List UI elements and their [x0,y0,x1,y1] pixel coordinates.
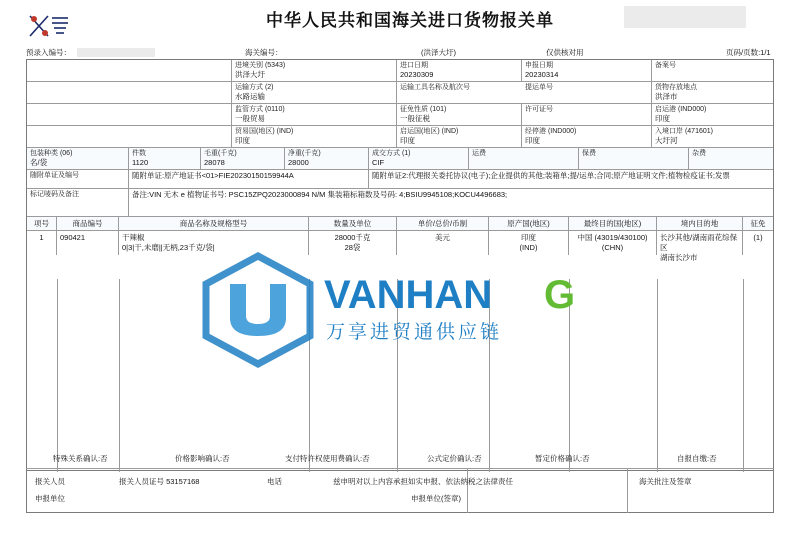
col-item-no: 项号 [27,217,57,230]
confirm-formula-price: 公式定价确认:否 [427,454,482,463]
customs-sign-label: 海关批注及签章 [639,477,692,486]
item-name-line1: 干辣椒 [122,233,145,242]
row-supervise-info [27,104,773,126]
cell-gross-weight [201,148,285,169]
confirm-price-influence: 价格影响确认:否 [175,454,230,463]
insurance-label: 保费 [582,150,596,157]
supervise-label: 监管方式 [235,106,263,113]
cell-license-no [522,104,652,125]
trade-country-code: (IND) [276,128,294,135]
pack-type-code: (06) [59,150,73,157]
cell-trade-terms [369,148,469,169]
item-dest-country [569,231,657,255]
import-type-value: 洪泽大圩 [235,70,265,79]
start-port-label: 启运港 [655,106,676,113]
trade-country-label: 贸易国(地区) [235,128,275,135]
license-label: 许可证号 [525,106,553,113]
row-transport-info [27,82,773,104]
record-no-label: 备案号 [655,62,676,69]
cell-declare-date [522,60,652,81]
gross-weight-value: 28078 [204,158,225,167]
page-title: 中华人民共和国海关进口货物报关单 [266,11,554,30]
item-quantity-line2: 28袋 [344,243,361,252]
item-dest-country-name: 中国 (43019/430100) [577,233,648,242]
item-row [27,231,773,262]
phone-label: 电话 [267,477,282,486]
cell-misc-fee [689,148,773,169]
trade-terms-label: 成交方式 [372,150,400,157]
entry-port-value: 大圩河 [655,136,678,145]
gross-weight-label: 毛重(千克) [204,150,237,157]
cell-start-port [652,104,773,125]
storage-value: 洪泽市 [655,92,678,101]
col-price: 单价/总价/币制 [397,217,489,230]
pieces-label: 件数 [132,150,146,157]
page-number: 页码/页数:1/1 [726,48,771,57]
col-origin-country: 原产国(地区) [489,217,569,230]
transport-mode-value: 水路运输 [235,92,265,101]
pieces-value: 1120 [132,158,149,167]
watermark-brand-en: VANHAN [324,273,493,317]
item-dest-country-code: (CHN) [601,243,624,252]
exempt-nature-value: 一般征税 [400,114,430,123]
watermark-brand-cn: 万享进贸通供应链 [326,322,503,343]
col-item-name: 商品名称及规格型号 [119,217,309,230]
item-origin-country-name: 印度 [521,233,536,242]
item-currency: 美元 [435,233,450,242]
entry-port-label: 入境口岸 [655,128,683,135]
customs-no-label: 海关编号： [245,48,283,57]
trade-terms-code: (1) [401,150,411,157]
trade-country-value: 印度 [235,136,250,145]
cell-transport-mode [232,82,397,103]
document-header [0,0,800,46]
col-dest-country: 最终目的国(地区) [569,217,657,230]
cell-freight [469,148,579,169]
item-domestic-dest [657,231,743,262]
cell-attachment-line2 [369,170,773,188]
cell-blank-left-3 [27,104,232,125]
statement-line1: 兹申明对以上内容承担如实申报、依法纳税之法律责任 [333,477,513,486]
item-table-body-empty [27,279,773,472]
declare-date-label: 申报日期 [525,62,553,69]
cell-marks-label [27,189,129,216]
row-import-info [27,60,773,82]
declarer-cert-label [119,476,199,487]
entry-port-code: (471601) [684,128,713,135]
confirm-royalty: 支付特许权使用费确认:否 [285,454,370,463]
origin-country-code: (IND) [441,128,459,135]
pack-type-label: 包装种类 [30,150,58,157]
confirm-self-declare: 自报自缴:否 [677,454,717,463]
vessel-label: 运输工具名称及航次号 [400,84,470,91]
cell-insurance [579,148,689,169]
item-price [397,231,489,255]
declaration-table [26,59,774,471]
col-hs-code: 商品编号 [57,217,119,230]
cell-record-no [652,60,773,81]
cell-attachment-label [27,170,129,188]
declare-date-value: 20230314 [525,70,559,79]
row-attachments [27,170,773,189]
bill-no-label: 提运单号 [525,84,553,91]
row-package-info [27,148,773,170]
trade-terms-value: CIF [372,158,385,167]
freight-label: 运费 [472,150,486,157]
declarer-cert-value: 53157168 [166,477,200,486]
cell-import-customs [232,60,397,81]
confirm-row [26,447,774,469]
storage-label: 货物存放地点 [655,84,697,91]
declarer-cert-label-text: 报关人员证号 [119,477,164,486]
item-domestic-dest-city: 湖南长沙市 [660,253,698,262]
load-port-value: 印度 [525,136,540,145]
cell-net-weight [285,148,369,169]
footer-block [26,469,774,513]
col-exempt: 征免 [750,219,766,228]
item-table-header [27,217,773,231]
cell-supervise-mode [232,104,397,125]
exempt-nature-label: 征免性质 [400,106,428,113]
marks-label: 标记唛码及备注 [30,191,79,198]
item-hs-code: 090421 [57,231,119,255]
cell-pieces [129,148,201,169]
customs-emblem-icon [26,10,74,40]
cell-entry-port [652,126,773,147]
row-marks [27,189,773,217]
redacted-header-block [624,6,746,28]
row-country-info [27,126,773,148]
svg-text:G: G [544,273,576,317]
cell-load-port [522,126,652,147]
item-no: 1 [27,231,57,255]
item-quantity [309,231,397,255]
col-domestic-dest: 境内目的地 [657,217,743,230]
item-quantity-line1: 28000千克 [334,233,371,242]
attachment-line2: 随附单证2:代理报关委托协议(电子);企业提供的其他;装箱单;提/运单;合同;原产地证明文件;植物检疫证书;发票 [372,171,730,180]
start-port-value: 印度 [655,114,670,123]
cell-blank-left-2 [27,82,232,103]
origin-country-value: 印度 [400,136,415,145]
confirm-provisional-price: 暂定价格确认:否 [535,454,590,463]
cell-bill-no [522,82,652,103]
cell-storage [652,82,773,103]
origin-country-label: 启运国(地区) [400,128,440,135]
confirm-special-relation: 特殊关系确认:否 [53,454,108,463]
load-port-code: (IND000) [547,128,577,135]
customs-only-note: 仅供核对用 [546,48,584,57]
exempt-nature-code: (101) [429,106,447,113]
import-date-value: 20230309 [400,70,434,79]
cell-import-date [397,60,522,81]
item-name [119,231,309,255]
import-date-label: 进口日期 [400,62,428,69]
net-weight-value: 28000 [288,158,309,167]
item-exempt [743,231,773,255]
import-type-label: 进境关别 [235,62,263,69]
pack-type-value: 名/袋 [30,158,48,167]
misc-fee-label: 杂费 [692,150,706,157]
item-domestic-dest-name: 长沙其他/湖南雨花综保区 [660,233,738,252]
cell-pack-type [27,148,129,169]
start-port-code: (IND000) [677,106,707,113]
supervise-value: 一般贸易 [235,114,265,123]
item-name-line2: 0|3|干,未磨||无柄,23千克/袋| [122,243,215,252]
cell-origin-country [397,126,522,147]
cell-blank-left-4 [27,126,232,147]
attachment-line1: 随附单证:原产地证书<01>FIE20230150159944A [132,171,294,180]
cell-exempt-nature [397,104,522,125]
cell-marks-value [129,189,773,216]
net-weight-label: 净重(千克) [288,150,321,157]
item-origin-country [489,231,569,255]
supervise-code: (0110) [264,106,285,113]
item-origin-country-code: (IND) [519,243,538,252]
customs-office-value: (洪泽大圩) [421,48,456,57]
declarer-label: 报关人员 [35,477,65,486]
declare-unit-label: 申报单位 [35,494,65,503]
import-type-code: (5343) [264,62,286,69]
item-exempt-code: (1) [753,233,763,242]
load-port-label: 经停港 [525,128,546,135]
redacted-prerecord-no [77,48,155,57]
transport-mode-code: (2) [264,84,274,91]
transport-mode-label: 运输方式 [235,84,263,91]
cell-attachment-line1 [129,170,369,188]
cell-blank-left-1 [27,60,232,81]
statement-line2: 申报单位(签章) [411,494,461,503]
col-quantity: 数量及单位 [309,217,397,230]
cell-trade-country [232,126,397,147]
attachment-label: 随附单证及编号 [30,172,79,179]
marks-line1: 备注:VIN 无木 e 植物证书号: PSC15ZPQ2023000894 N/M 集装箱标箱数及号码: 4;BSIU9945108;KOCU4496683; [132,190,508,199]
prerecord-no-label: 预录入编号： [26,48,71,57]
